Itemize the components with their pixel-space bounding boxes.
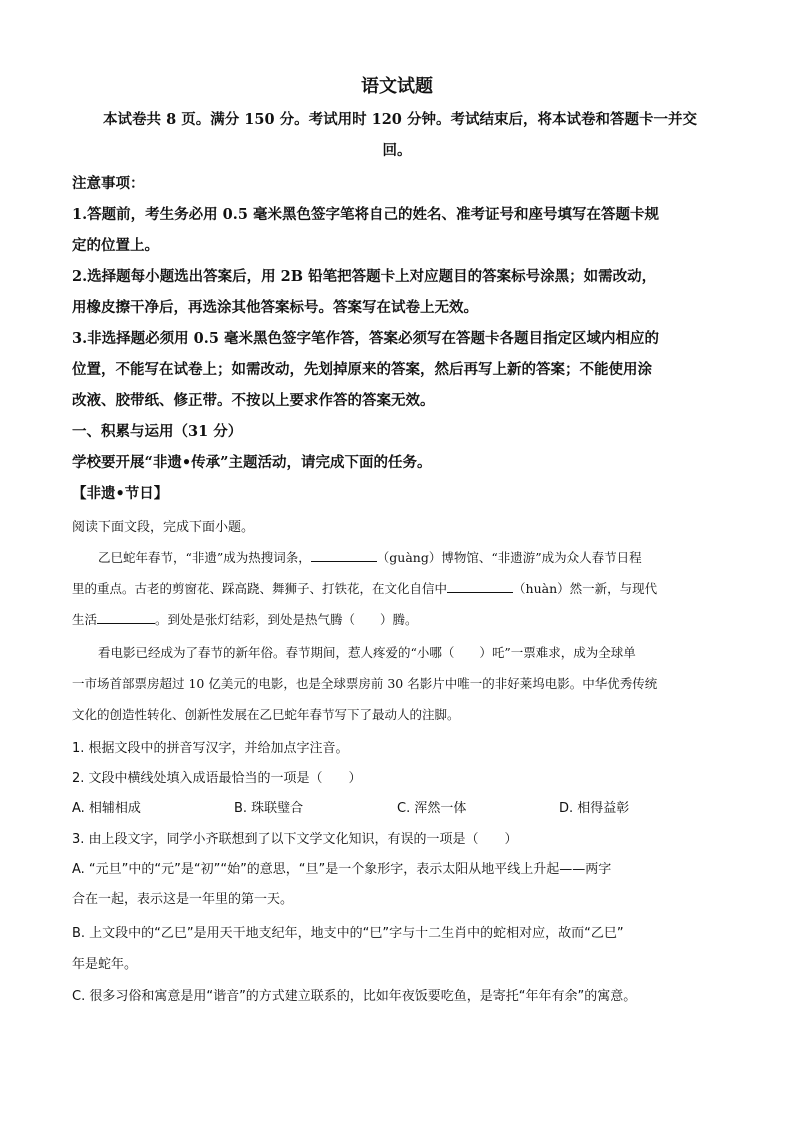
passage-text: 里的重点。古老的剪窗花、踩高跷、舞狮子、打铁花，在文化自信中: [72, 581, 448, 596]
question-2-options: [72, 797, 722, 817]
notice-line: 3.非选择题必须用 0.5 毫米黑色签字笔作答，答案必须写在答题卡各题目指定区域内相应的: [72, 330, 659, 347]
subsection-heading: 【非遗•节日】: [72, 485, 169, 502]
question-2: 2. 文段中横线处填入成语最恰当的一项是（ ）: [72, 771, 362, 786]
notice-line: 用橡皮擦干净后，再选涂其他答案标号。答案写在试卷上无效。: [72, 299, 478, 316]
question-3-option-c[interactable]: C. 很多习俗和寓意是用“谐音”的方式建立联系的，比如年夜饭要吃鱼，是寄托“年年有余”的寓意。: [72, 989, 637, 1004]
passage-text: 乙巳蛇年春节，“非遗”成为热搜词条，: [98, 550, 311, 565]
passage-text: 生活: [72, 612, 98, 627]
passage-line: 一市场首部票房超过 10 亿美元的电影，也是全球票房前 30 名影片中唯一的非好莱坞电影。中华优秀传统: [72, 676, 658, 691]
intro-line-2: 回。: [382, 142, 412, 159]
passage-line: 看电影已经成为了春节的新年俗。春节期间，惹人疼爱的“小哪（ ）吒”一票难求，成为全球单: [98, 645, 636, 660]
option-d[interactable]: D. 相得益彰: [559, 801, 630, 816]
passage-line: 文化的创造性转化、创新性发展在乙巳蛇年春节写下了最动人的注脚。: [72, 707, 460, 722]
option-a[interactable]: A. 相辅相成: [72, 801, 141, 816]
question-3: 3. 由上段文字，同学小齐联想到了以下文学文化知识，有误的一项是（ ）: [72, 832, 518, 847]
fill-blank: [447, 580, 513, 593]
option-b[interactable]: B. 珠联璧合: [234, 801, 304, 816]
fill-blank: [311, 549, 377, 562]
passage-text: 。到处是张灯结彩，到处是热气腾（ ）腾。: [155, 612, 418, 627]
section-heading: 一、积累与运用（31 分）: [72, 423, 243, 440]
activity-text: 学校要开展“非遗•传承”主题活动，请完成下面的任务。: [72, 454, 432, 471]
question-3-option-b-cont: 年是蛇年。: [72, 957, 138, 972]
passage-line: [98, 548, 642, 566]
passage-line: [72, 579, 657, 597]
notice-line: 位置，不能写在试卷上；如需改动，先划掉原来的答案，然后再写上新的答案；不能使用涂: [72, 361, 652, 378]
notice-line: 定的位置上。: [72, 237, 159, 254]
page-title: 语文试题: [361, 76, 433, 97]
notice-line: 2.选择题每小题选出答案后，用 2B 铅笔把答题卡上对应题目的答案标号涂黑；如需改动，: [72, 268, 657, 285]
intro-line-1: 本试卷共 8 页。满分 150 分。考试用时 120 分钟。考试结束后，将本试卷和答题卡一并交: [103, 111, 697, 128]
question-1: 1. 根据文段中的拼音写汉字，并给加点字注音。: [72, 741, 349, 756]
notice-heading: 注意事项：: [72, 175, 145, 192]
passage-line: [72, 610, 418, 628]
passage-text: （huàn）然一新，与现代: [513, 581, 658, 596]
notice-line: 改液、胶带纸、修正带。不按以上要求作答的答案无效。: [72, 392, 435, 409]
passage-text: （guàng）博物馆、“非遗游”成为众人春节日程: [376, 550, 642, 565]
notice-line: 1.答题前，考生务必用 0.5 毫米黑色签字笔将自己的姓名、准考证号和座号填写在答题卡规: [72, 206, 659, 223]
option-c[interactable]: C. 浑然一体: [397, 801, 467, 816]
reading-instruction: 阅读下面文段，完成下面小题。: [72, 520, 255, 535]
fill-blank: [97, 611, 155, 624]
question-3-option-b[interactable]: B. 上文段中的“乙巳”是用天干地支纪年，地支中的“巳”字与十二生肖中的蛇相对应，故而“乙巳”: [72, 926, 624, 941]
question-3-option-a[interactable]: A. “元旦”中的“元”是“初”“始”的意思，“旦”是一个象形字，表示太阳从地平线上升起——两字: [72, 862, 612, 877]
question-3-option-a-cont: 合在一起，表示这是一年里的第一天。: [72, 892, 294, 907]
